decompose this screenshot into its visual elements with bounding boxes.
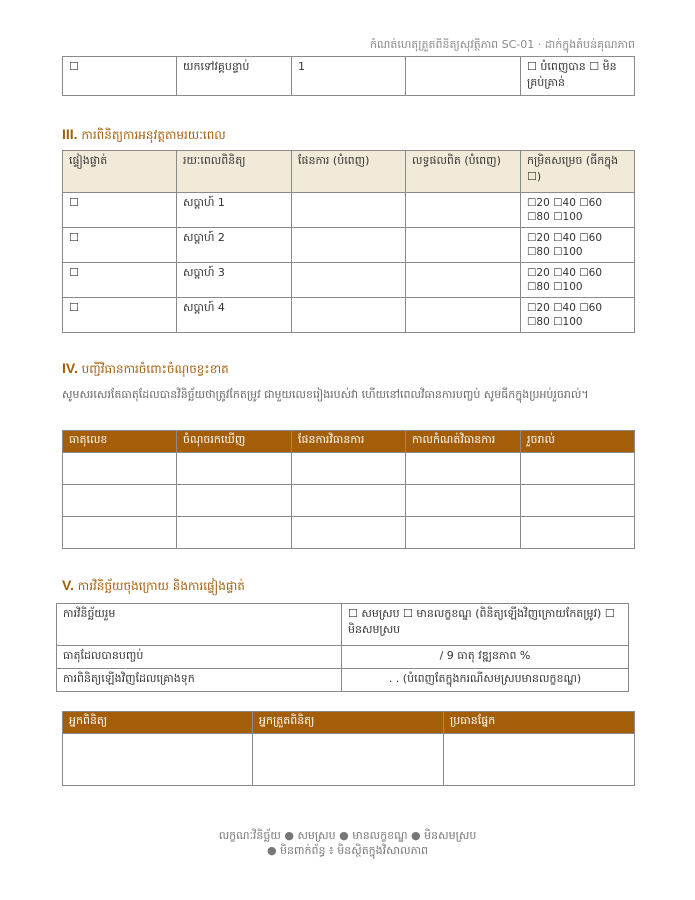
blank-cell[interactable] (63, 453, 177, 485)
legend-line: ● មិនពាក់ព័ន្ធ ៖ មិនស្ថិតក្នុងវិសាលភាព (266, 844, 429, 857)
section-number: IV. (62, 360, 78, 376)
completion-options[interactable]: ☐ បំពេញបាន ☐ មិនគ្រប់គ្រាន់ (521, 57, 635, 96)
carry-over-table (62, 56, 635, 96)
section-heading: ការពិនិត្យការអនុវត្តតាមរយៈពេល (81, 128, 226, 142)
row-label: ការវិនិច្ឆ័យរួម (57, 604, 342, 646)
section-title-final-judgment (62, 577, 245, 596)
column-header: អ្នកពិនិត្យ (63, 712, 253, 734)
row-label: ការពិនិត្យឡើងវិញដែលគ្រោងទុក (57, 669, 342, 692)
blank-cell[interactable] (406, 517, 521, 549)
blank-cell (406, 57, 521, 96)
actual-cell[interactable] (406, 228, 521, 263)
table-header-row (63, 431, 635, 453)
running-header: កំណត់ហេតុត្រួតពិនិត្យសុវត្ថិភាព SC-01 · ដាក់ក្នុងតំបន់គុណភាព (369, 38, 635, 51)
column-header: ផែនការវិធានការ (292, 431, 406, 453)
blank-cell[interactable] (63, 485, 177, 517)
section-heading: ការវិនិច្ឆ័យចុងក្រោយ និងការផ្ទៀងផ្ទាត់ (77, 579, 245, 593)
column-header: រួចរាល់ (521, 431, 635, 453)
item-value: 1 (292, 57, 406, 96)
signature-box[interactable] (253, 734, 444, 786)
blank-cell[interactable] (292, 453, 406, 485)
signature-box[interactable] (63, 734, 253, 786)
signature-table (62, 711, 635, 786)
blank-cell[interactable] (292, 517, 406, 549)
plan-cell[interactable] (292, 228, 406, 263)
blank-cell[interactable] (63, 517, 177, 549)
table-row (63, 57, 635, 96)
column-header: ផែនការ (បំពេញ) (292, 151, 406, 193)
section-title-periodic-review (62, 126, 226, 145)
period-label: សប្តាហ៍ 4 (177, 298, 292, 333)
section-number: V. (62, 577, 74, 593)
actual-cell[interactable] (406, 298, 521, 333)
section-heading: បញ្ជីវិធានការចំពោះចំណុចខ្វះខាត (81, 362, 229, 376)
period-label: សប្តាហ៍ 3 (177, 263, 292, 298)
column-header: ចំណុចរកឃើញ (177, 431, 292, 453)
legend-footer (0, 828, 695, 858)
table-row (63, 517, 635, 549)
judgment-options[interactable]: ☐ សមស្រប ☐ មានលក្ខខណ្ឌ (ពិនិត្យឡើងវិញក្រោយកែតម្រូវ) ☐ មិនសមស្រប (342, 604, 629, 646)
column-header: រយៈពេលពិនិត្យ (177, 151, 292, 193)
table-row (63, 485, 635, 517)
blank-cell[interactable] (406, 453, 521, 485)
column-header: កម្រិតសម្រេច (ធីកក្នុង ☐) (521, 151, 635, 193)
checkbox[interactable]: ☐ (63, 228, 177, 263)
checkbox[interactable]: ☐ (63, 57, 177, 96)
section-title-corrective-actions (62, 360, 229, 379)
plan-cell[interactable] (292, 263, 406, 298)
legend-line: លក្ខណៈវិនិច្ឆ័យ ● សមស្រប ● មានលក្ខខណ្ឌ ● មិនសមស្រប (218, 829, 477, 842)
actual-cell[interactable] (406, 263, 521, 298)
checkbox[interactable]: ☐ (63, 193, 177, 228)
table-header-row (63, 151, 635, 193)
actual-cell[interactable] (406, 193, 521, 228)
completed-items-field[interactable]: / 9 ធាតុ វឌ្ឍនភាព % (342, 646, 629, 669)
table-row (63, 263, 635, 298)
blank-cell[interactable] (521, 517, 635, 549)
blank-cell[interactable] (292, 485, 406, 517)
plan-cell[interactable] (292, 298, 406, 333)
blank-cell[interactable] (521, 453, 635, 485)
blank-cell[interactable] (177, 517, 292, 549)
level-options[interactable]: ☐20 ☐40 ☐60 ☐80 ☐100 (521, 298, 635, 333)
column-header: ប្រធានផ្នែក (444, 712, 635, 734)
checkbox[interactable]: ☐ (63, 263, 177, 298)
final-judgment-table (56, 603, 629, 692)
table-row (57, 646, 629, 669)
item-label: យកទៅវគ្គបន្ទាប់ (177, 57, 292, 96)
blank-cell[interactable] (177, 485, 292, 517)
table-row (63, 193, 635, 228)
table-header-row (63, 712, 635, 734)
period-label: សប្តាហ៍ 1 (177, 193, 292, 228)
signature-box[interactable] (444, 734, 635, 786)
column-header: លទ្ធផលពិត (បំពេញ) (406, 151, 521, 193)
level-options[interactable]: ☐20 ☐40 ☐60 ☐80 ☐100 (521, 193, 635, 228)
row-label: ធាតុដែលបានបញ្ចប់ (57, 646, 342, 669)
column-header: ផ្ទៀងផ្ទាត់ (63, 151, 177, 193)
section-number: III. (62, 126, 78, 142)
periodic-review-table (62, 150, 635, 333)
table-row (63, 228, 635, 263)
table-row (57, 669, 629, 692)
column-header: ធាតុលេខ (63, 431, 177, 453)
checkbox[interactable]: ☐ (63, 298, 177, 333)
column-header: អ្នកត្រួតពិនិត្យ (253, 712, 444, 734)
plan-cell[interactable] (292, 193, 406, 228)
table-row (63, 453, 635, 485)
level-options[interactable]: ☐20 ☐40 ☐60 ☐80 ☐100 (521, 228, 635, 263)
blank-cell[interactable] (177, 453, 292, 485)
blank-cell[interactable] (406, 485, 521, 517)
recheck-date-field[interactable]: . . (បំពេញតែក្នុងករណីសមស្របមានលក្ខខណ្ឌ) (342, 669, 629, 692)
corrective-actions-table (62, 430, 635, 549)
blank-cell[interactable] (521, 485, 635, 517)
table-row (63, 734, 635, 786)
period-label: សប្តាហ៍ 2 (177, 228, 292, 263)
column-header: កាលកំណត់វិធានការ (406, 431, 521, 453)
table-row (63, 298, 635, 333)
section-instructions: សូមសរសេរតែធាតុដែលបានវិនិច្ឆ័យថាត្រូវកែតម្រូវ ជាមួយលេខរៀងរបស់វា ហើយនៅពេលវិធានការបញ្ចប់ សូមធីកក្នុងប្រអប់រួចរាល់។ (62, 388, 589, 401)
table-row (57, 604, 629, 646)
level-options[interactable]: ☐20 ☐40 ☐60 ☐80 ☐100 (521, 263, 635, 298)
